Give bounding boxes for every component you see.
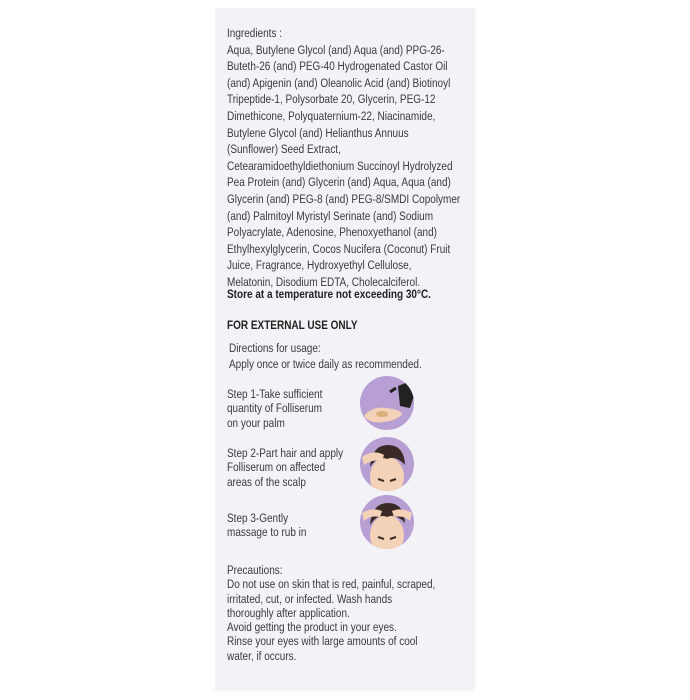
precautions-line: thoroughly after application. (227, 605, 350, 620)
ingredients-line: Melatonin, Disodium EDTA, Cholecalciferol. (227, 274, 421, 289)
step-text: Step 1-Take sufficient (227, 387, 323, 401)
ingredients-line: Juice, Fragrance, Hydroxyethyl Cellulose, (227, 258, 412, 273)
ingredients-heading: Ingredients : (227, 26, 283, 40)
precautions-line: Avoid getting the product in your eyes. (227, 620, 397, 635)
ingredients-line: Ethylhexylglycerin, Cocos Nucifera (Coconut) Fruit (227, 241, 451, 256)
ingredients-line: (and) Apigenin (and) Oleanolic Acid (and) Biotinoyl (227, 75, 451, 90)
directions-section (229, 340, 422, 372)
precautions-heading: Precautions: (227, 563, 283, 577)
step-text: quantity of Folliserum (227, 401, 322, 416)
serum-on-palm-icon (360, 376, 414, 430)
precautions-line: irritated, cut, or infected. Wash hands (227, 591, 393, 606)
precautions-section (227, 563, 435, 663)
step-text: areas of the scalp (227, 474, 306, 489)
step-1 (227, 387, 322, 430)
ingredients-line: Glycerin (and) PEG-8 (and) PEG-8/SMDI Copolymer (227, 191, 461, 206)
directions-heading: Directions for usage: (229, 341, 321, 355)
step-2 (227, 446, 343, 489)
ingredients-line: (and) Palmitoyl Myristyl Serinate (and) Sodium (227, 208, 434, 223)
step-text: massage to rub in (227, 525, 307, 540)
ingredients-section (227, 25, 460, 291)
external-use-warning: FOR EXTERNAL USE ONLY (227, 318, 358, 332)
ingredients-line: Polyacrylate, Adenosine, Phenoxyethanol (and) (227, 225, 438, 240)
ingredients-line: Dimethicone, Polyquaternium-22, Niacinamide, (227, 108, 436, 123)
step-text: on your palm (227, 415, 285, 430)
directions-text: Apply once or twice daily as recommended. (229, 356, 422, 371)
step-text: Folliserum on affected (227, 460, 326, 475)
apply-to-scalp-icon (360, 437, 414, 491)
product-label-panel (215, 8, 475, 691)
massage-scalp-icon (360, 495, 414, 549)
ingredients-line: Aqua, Butylene Glycol (and) Aqua (and) PPG-26- (227, 42, 445, 57)
step-3 (227, 511, 306, 540)
ingredients-line: Pea Protein (and) Glycerin (and) Aqua, Aqua (and) (227, 175, 451, 190)
ingredients-line: Butylene Glycol (and) Helianthus Annuus (227, 125, 409, 140)
precautions-line: Do not use on skin that is red, painful, scraped, (227, 577, 436, 592)
ingredients-line: Cetearamidoethyldiethonium Succinoyl Hydrolyzed (227, 158, 453, 173)
ingredients-line: Buteth-26 (and) PEG-40 Hydrogenated Castor Oil (227, 59, 448, 74)
ingredients-line: Tripeptide-1, Polysorbate 20, Glycerin, PEG-12 (227, 92, 436, 107)
precautions-line: water, if occurs. (227, 648, 297, 663)
precautions-line: Rinse your eyes with large amounts of cool (227, 634, 418, 649)
step-text: Step 3-Gently (227, 511, 289, 525)
step-text: Step 2-Part hair and apply (227, 446, 344, 460)
storage-note: Store at a temperature not exceeding 30°C. (227, 287, 431, 301)
ingredients-line: (Sunflower) Seed Extract, (227, 142, 341, 157)
